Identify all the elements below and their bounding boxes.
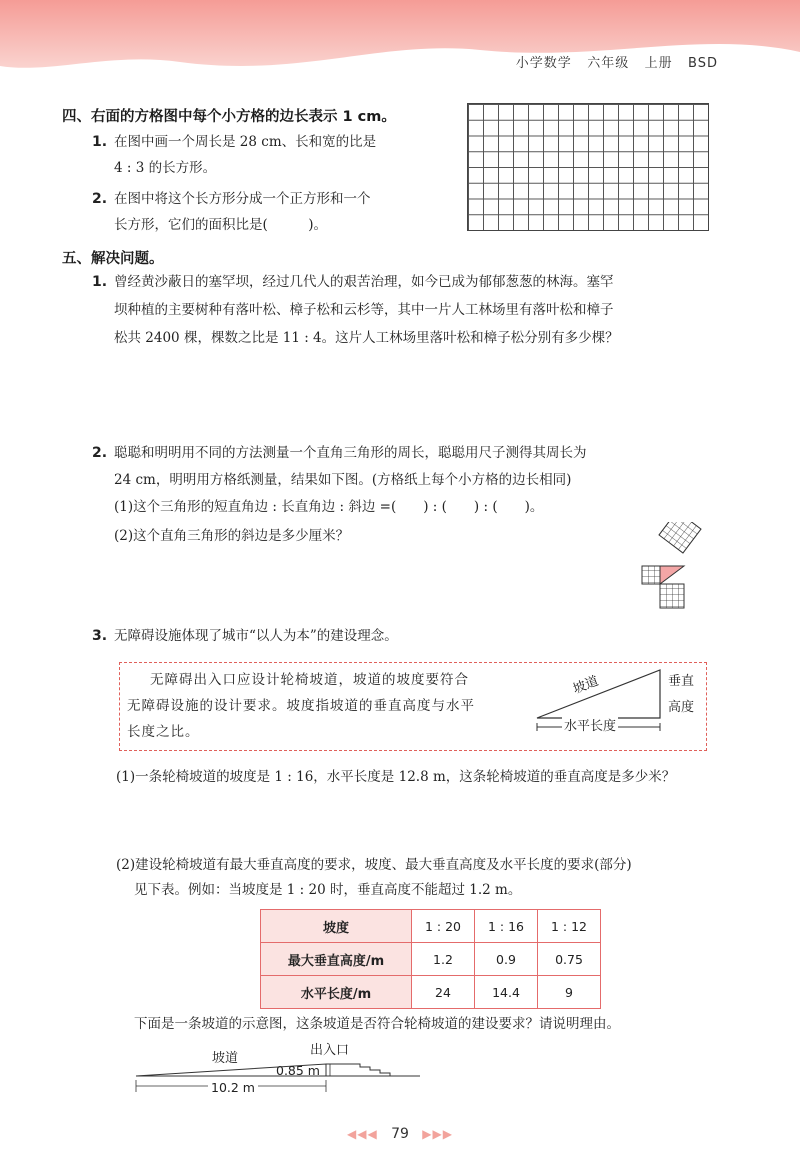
table-cell: 24 bbox=[412, 976, 475, 1009]
table-cell: 1 : 12 bbox=[538, 910, 601, 943]
problem2-q1: (1)这个三角形的短直角边 : 长直角边 : 斜边 =( ) : ( ) : ( )。 bbox=[114, 499, 544, 515]
table-row bbox=[261, 943, 601, 976]
section4-q1 bbox=[92, 132, 376, 152]
row-header: 水平长度/m bbox=[261, 976, 412, 1009]
problem3 bbox=[92, 626, 398, 646]
vertical-label-2: 高度 bbox=[668, 700, 695, 715]
table-row bbox=[261, 910, 601, 943]
horizontal-label: 水平长度 bbox=[562, 717, 618, 737]
table-row bbox=[261, 976, 601, 1009]
long-leg-square bbox=[660, 584, 684, 608]
problem3-q2-ask: 下面是一条坡道的示意图，这条坡道是否符合轮椅坡道的建设要求？请说明理由。 bbox=[134, 1016, 620, 1032]
section4-q1-line1: 在图中画一个周长是 28 cm、长和宽的比是 bbox=[114, 134, 377, 150]
problem2-line2: 24 cm，明明用方格纸测量，结果如下图。(方格纸上每个小方格的边长相同) bbox=[114, 472, 572, 488]
problem2-line1: 聪聪和明明用不同的方法测量一个直角三角形的周长，聪聪用尺子测得其周长为 bbox=[114, 445, 587, 461]
q-number: 1. bbox=[92, 274, 108, 290]
section4-q2-line2: 长方形，它们的面积比是( )。 bbox=[114, 217, 328, 233]
schematic-height-label: 0.85 m bbox=[276, 1063, 320, 1078]
section5-title: 五、解决问题。 bbox=[62, 251, 164, 267]
square-grid[interactable] bbox=[467, 103, 709, 231]
note-line3: 长度之比。 bbox=[127, 724, 200, 740]
problem1-line3: 松共 2400 棵，棵数之比是 11 : 4。这片人工林场里落叶松和樟子松分别有多少棵？ bbox=[114, 330, 619, 346]
stairs bbox=[326, 1064, 400, 1076]
header-grade: 六年级 bbox=[587, 56, 630, 71]
ramp-label: 坡道 bbox=[570, 673, 601, 698]
problem1 bbox=[92, 272, 614, 292]
problem3-q1: (1)一条轮椅坡道的坡度是 1 : 16，水平长度是 12.8 m，这条轮椅坡道的垂直高度是多少米？ bbox=[116, 769, 676, 785]
table-cell: 1.2 bbox=[412, 943, 475, 976]
problem2 bbox=[92, 443, 587, 463]
header-volume: 上册 bbox=[644, 56, 673, 71]
hypotenuse-square bbox=[659, 522, 701, 553]
ramp-triangle bbox=[537, 670, 660, 718]
problem1-line1: 曾经黄沙蔽日的塞罕坝，经过几代人的艰苦治理，如今已成为郁郁葱葱的林海。塞罕 bbox=[114, 274, 614, 290]
schematic-ramp-label: 坡道 bbox=[212, 1051, 239, 1066]
header-edition: BSD bbox=[688, 56, 718, 71]
short-leg-square bbox=[642, 566, 660, 584]
page-footer bbox=[0, 1126, 800, 1142]
section4-q1-line2: 4 : 3 的长方形。 bbox=[114, 160, 217, 176]
problem1-line2: 坝种植的主要树种有落叶松、樟子松和云杉等，其中一片人工林场里有落叶松和樟子 bbox=[114, 302, 614, 318]
next-arrows-icon: ▶▶▶ bbox=[422, 1127, 453, 1141]
section4-q2-line1: 在图中将这个长方形分成一个正方形和一个 bbox=[114, 191, 371, 207]
right-triangle bbox=[660, 566, 684, 584]
row-header: 最大垂直高度/m bbox=[261, 943, 412, 976]
page-number: 79 bbox=[391, 1126, 409, 1142]
schematic-exit-label: 出入口 bbox=[310, 1043, 350, 1058]
prev-arrows-icon: ◀◀◀ bbox=[347, 1127, 378, 1141]
section4-title: 四、右面的方格图中每个小方格的边长表示 1 cm。 bbox=[62, 109, 396, 125]
problem3-q2-line1: (2)建设轮椅坡道有最大垂直高度的要求，坡度、最大垂直高度及水平长度的要求(部分) bbox=[116, 857, 632, 873]
section4-q2 bbox=[92, 189, 371, 209]
problem2-q2: (2)这个直角三角形的斜边是多少厘米？ bbox=[114, 528, 350, 544]
note-line2: 无障碍设施的设计要求。坡度指坡道的垂直高度与水平 bbox=[127, 698, 475, 714]
header-title bbox=[516, 52, 718, 71]
table-cell: 1 : 16 bbox=[475, 910, 538, 943]
row-header: 坡度 bbox=[261, 910, 412, 943]
table-cell: 1 : 20 bbox=[412, 910, 475, 943]
problem3-q2-line2: 见下表。例如：当坡度是 1 : 20 时，垂直高度不能超过 1.2 m。 bbox=[134, 882, 522, 898]
table-cell: 0.9 bbox=[475, 943, 538, 976]
table-cell: 9 bbox=[538, 976, 601, 1009]
q-number: 2. bbox=[92, 191, 108, 207]
q-number: 3. bbox=[92, 628, 108, 644]
table-cell: 0.75 bbox=[538, 943, 601, 976]
q-number: 2. bbox=[92, 445, 108, 461]
table-cell: 14.4 bbox=[475, 976, 538, 1009]
vertical-label-1: 垂直 bbox=[668, 674, 695, 689]
header-book: 小学数学 bbox=[515, 56, 572, 71]
problem3-intro: 无障碍设施体现了城市“以人为本”的建设理念。 bbox=[114, 628, 398, 644]
pythagoras-figure bbox=[630, 522, 722, 618]
slope-table bbox=[260, 909, 601, 1009]
schematic-length-label: 10.2 m bbox=[208, 1078, 258, 1098]
q-number: 1. bbox=[92, 134, 108, 150]
note-line1: 无障碍出入口应设计轮椅坡道，坡道的坡度要符合 bbox=[150, 672, 469, 688]
